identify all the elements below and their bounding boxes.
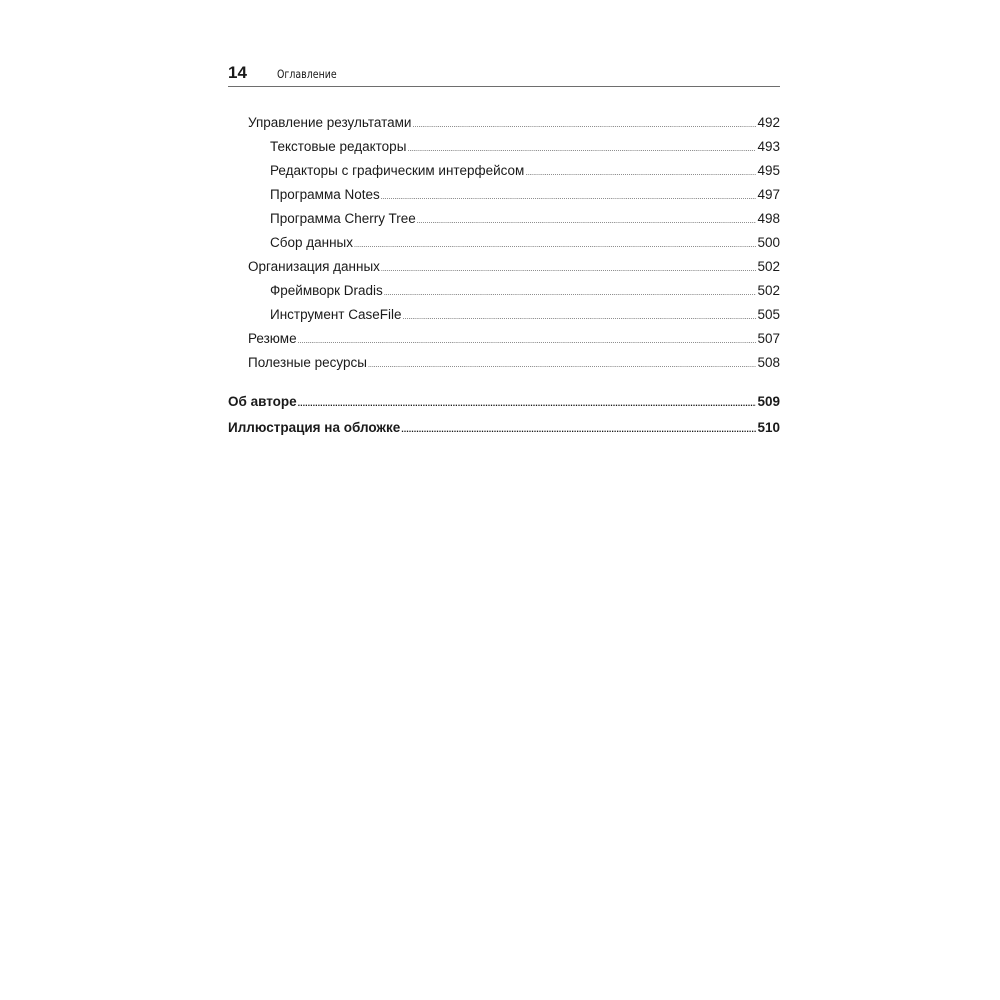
toc-entry xyxy=(228,327,780,351)
toc-chapter-entry xyxy=(228,415,780,441)
toc-entry-title: Об авторе xyxy=(228,394,297,409)
toc-entry xyxy=(228,255,780,279)
toc-chapter-entry xyxy=(228,389,780,415)
toc-entry-page: 507 xyxy=(757,331,780,346)
toc-entry-page: 505 xyxy=(757,307,780,322)
toc-entry xyxy=(228,231,780,255)
toc-entry-page: 500 xyxy=(757,235,780,250)
toc-entry xyxy=(228,111,780,135)
toc-entry-page: 498 xyxy=(757,211,780,226)
toc-entry-title: Редакторы с графическим интерфейсом xyxy=(270,163,525,178)
toc-entry-title: Программа Notes xyxy=(270,187,380,202)
running-header xyxy=(228,62,780,87)
page-number: 14 xyxy=(228,63,247,82)
toc-entry-title: Программа Cherry Tree xyxy=(270,211,416,226)
toc-entry-page: 510 xyxy=(757,420,780,435)
table-of-contents xyxy=(228,111,780,441)
toc-entry-page: 509 xyxy=(757,394,780,409)
toc-entry xyxy=(228,279,780,303)
toc-entry-page: 502 xyxy=(757,259,780,274)
toc-entry-page: 502 xyxy=(757,283,780,298)
toc-entry-page: 492 xyxy=(757,115,780,130)
dot-leader xyxy=(298,390,757,416)
toc-entry xyxy=(228,159,780,183)
toc-entry-title: Инструмент CaseFile xyxy=(270,307,402,322)
dot-leader xyxy=(401,416,756,442)
toc-entry-title: Текстовые редакторы xyxy=(270,139,407,154)
toc-entry-title: Организация данных xyxy=(248,259,380,274)
toc-entry-title: Фреймворк Dradis xyxy=(270,283,383,298)
dot-leader xyxy=(368,354,757,378)
toc-entry xyxy=(228,135,780,159)
toc-entry xyxy=(228,183,780,207)
toc-entry-title: Управление результатами xyxy=(248,115,412,130)
toc-entry xyxy=(228,351,780,375)
toc-entry-title: Полезные ресурсы xyxy=(248,355,367,370)
toc-entry-page: 497 xyxy=(757,187,780,202)
toc-entry-page: 495 xyxy=(757,163,780,178)
toc-entry-page: 493 xyxy=(757,139,780,154)
toc-entry xyxy=(228,303,780,327)
toc-entry-title: Резюме xyxy=(248,331,297,346)
toc-entry-page: 508 xyxy=(757,355,780,370)
toc-entry xyxy=(228,207,780,231)
running-header-title: Оглавление xyxy=(277,67,337,81)
toc-entry-title: Сбор данных xyxy=(270,235,353,250)
toc-entry-title: Иллюстрация на обложке xyxy=(228,420,401,435)
